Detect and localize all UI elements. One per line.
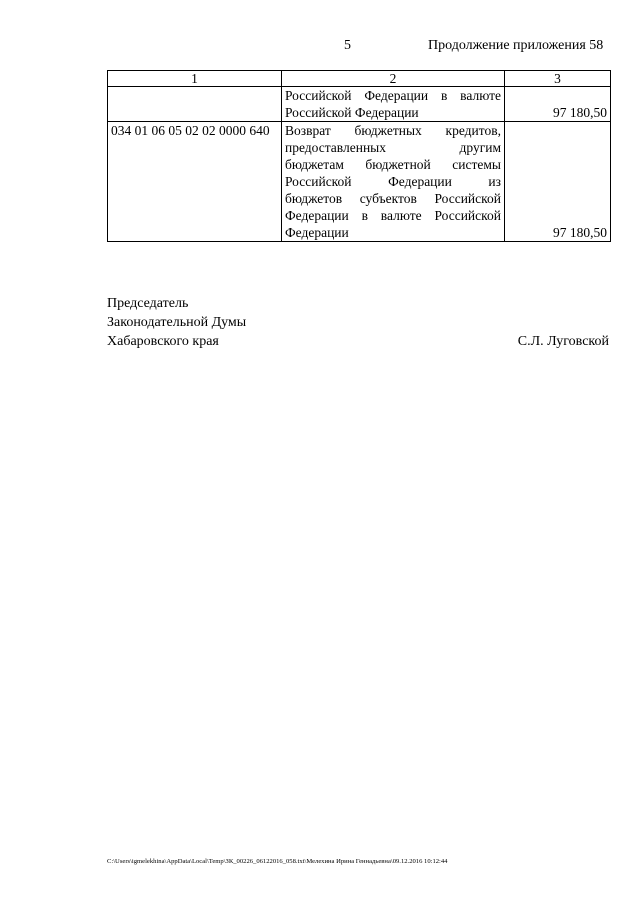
appendix-continuation-label: Продолжение приложения 58	[428, 38, 604, 53]
budget-table	[107, 70, 611, 242]
budget-name-line: предоставленных другим	[285, 140, 501, 155]
budget-name-line: Российской Федерации	[285, 105, 419, 120]
table-row	[108, 122, 611, 242]
column-number-1: 1	[108, 71, 282, 87]
amount-cell: 97 180,50	[505, 87, 611, 122]
signatory-title-line: Законодательной Думы	[107, 315, 247, 330]
budget-name-line: бюджетам бюджетной системы	[285, 157, 501, 172]
budget-code-cell: 034 01 06 05 02 02 0000 640	[108, 122, 282, 242]
signatory-name: С.Л. Луговской	[517, 334, 609, 349]
signatory-title-line: Председатель	[107, 296, 189, 311]
budget-name-line: Возврат бюджетных кредитов,	[285, 123, 501, 138]
column-number-2: 2	[282, 71, 505, 87]
column-number-3: 3	[505, 71, 611, 87]
page-number: 5	[344, 38, 351, 53]
budget-name-line: Российской Федерации из	[285, 174, 501, 189]
budget-name-line: бюджетов субъектов Российской	[285, 191, 501, 206]
footer-file-path: C:\Users\igmelekhina\AppData\Local\Temp\ЗК_00226_06122016_058.txt\Мелехина Ирина Геннадьевна\09.12.2016 10:12:44	[107, 858, 448, 865]
budget-name-cell	[282, 87, 505, 122]
table-column-numbers-row	[108, 71, 611, 87]
signatory-title-line: Хабаровского края	[107, 334, 219, 349]
budget-name-cell	[282, 122, 505, 242]
budget-code-cell	[108, 87, 282, 122]
budget-name-line: Российской Федерации в валюте	[285, 88, 501, 103]
budget-name-line: Федерации в валюте Российской	[285, 208, 501, 223]
budget-name-line: Федерации	[285, 225, 349, 240]
table-row	[108, 87, 611, 122]
signatory-title	[107, 294, 246, 351]
amount-cell: 97 180,50	[505, 122, 611, 242]
